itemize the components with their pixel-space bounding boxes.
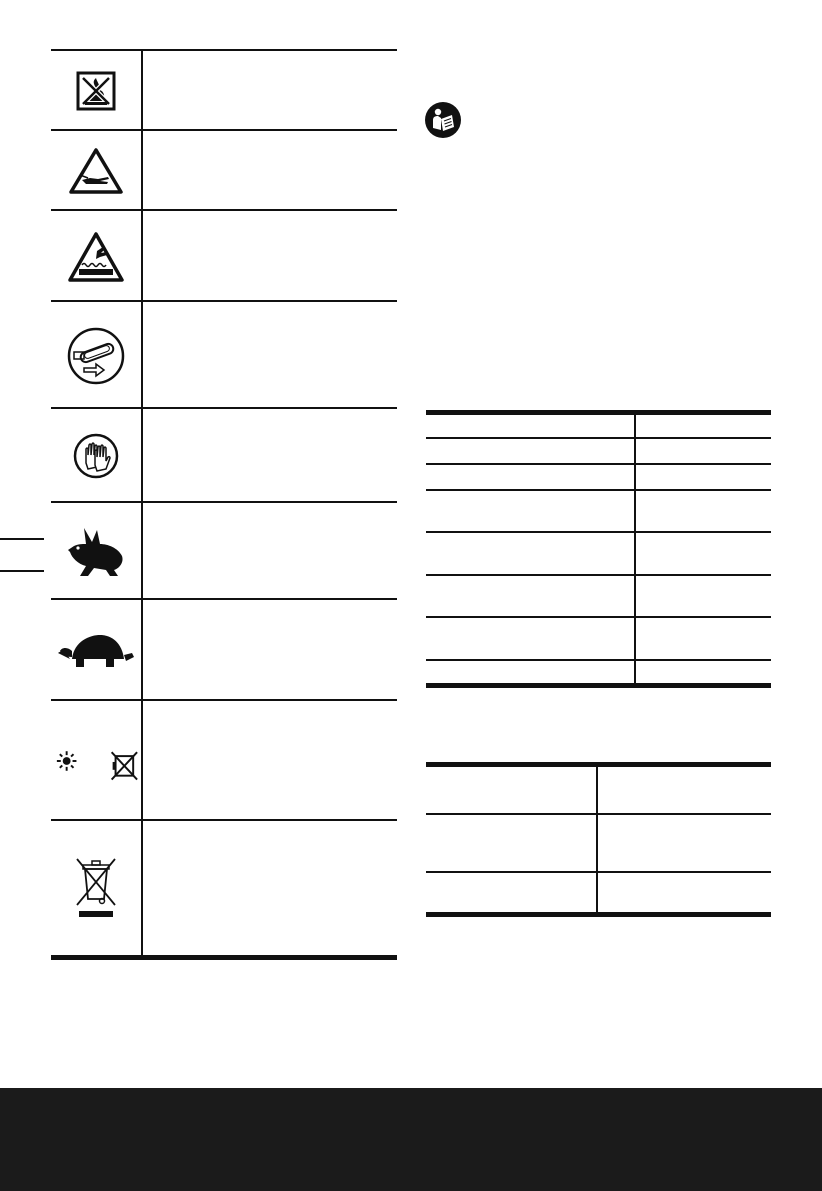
table-top-rule: [426, 410, 771, 415]
table-bottom-rule: [426, 683, 771, 688]
footer-bar: [0, 1088, 822, 1191]
rabbit-fast-speed-icon: [64, 524, 128, 580]
symbol-row-temperature: [51, 701, 397, 821]
hand-warning-triangle-icon: [68, 147, 124, 195]
table-row-divider: [426, 574, 771, 576]
turtle-slow-speed-icon: [56, 631, 136, 671]
symbol-icon-cell: [51, 302, 143, 409]
symbol-row-turtle: [51, 600, 397, 701]
table-row-divider: [426, 659, 771, 661]
symbol-table-bottom-rule: [51, 955, 397, 960]
symbol-row-gloves: [51, 409, 397, 503]
table-top-rule: [426, 762, 771, 767]
symbol-icon-cell: [51, 131, 143, 211]
symbol-description: [145, 302, 397, 409]
table-row-divider: [426, 871, 771, 873]
symbol-icon-cell: [51, 50, 143, 131]
symbol-description: [145, 50, 397, 131]
table-row-divider: [426, 489, 771, 491]
symbol-icon-cell: [51, 409, 143, 503]
symbol-icon-cell: [51, 211, 143, 302]
temperature-sun-and-battery-icon: [51, 736, 141, 786]
symbol-description: [145, 701, 397, 821]
symbol-description: [145, 821, 397, 955]
table-row-divider: [426, 616, 771, 618]
read-manual-icon: [425, 102, 461, 138]
symbol-row-hand-warning: [51, 131, 397, 211]
no-fire-icon: [75, 70, 117, 112]
column-divider: [596, 767, 598, 913]
weee-crossed-bin-icon: [73, 855, 119, 921]
technical-data-table: [426, 410, 771, 690]
side-language-tab: [0, 538, 44, 572]
symbol-icon-cell: [51, 701, 143, 821]
symbol-icon-cell: [51, 503, 143, 600]
symbol-icon-cell: [51, 600, 143, 701]
wear-gloves-icon: [73, 433, 119, 479]
symbol-table: [51, 50, 397, 955]
table-row-divider: [426, 813, 771, 815]
table-row-divider: [426, 531, 771, 533]
remove-battery-icon: [66, 326, 126, 386]
symbol-icon-cell: [51, 821, 143, 955]
column-divider: [634, 415, 636, 685]
symbol-row-remove-battery: [51, 302, 397, 409]
accessories-table: [426, 762, 771, 920]
table-bottom-rule: [426, 912, 771, 917]
symbol-description: [145, 600, 397, 701]
table-row-divider: [426, 463, 771, 465]
symbol-description: [145, 211, 397, 302]
symbol-row-hot-surface: [51, 211, 397, 302]
symbol-row-rabbit: [51, 503, 397, 600]
table-row-divider: [426, 437, 771, 439]
symbol-row-no-fire: [51, 50, 397, 131]
symbol-description: [145, 503, 397, 600]
symbol-row-weee: [51, 821, 397, 955]
symbol-description: [145, 409, 397, 503]
symbol-description: [145, 131, 397, 211]
hot-surface-warning-icon: [67, 231, 125, 283]
